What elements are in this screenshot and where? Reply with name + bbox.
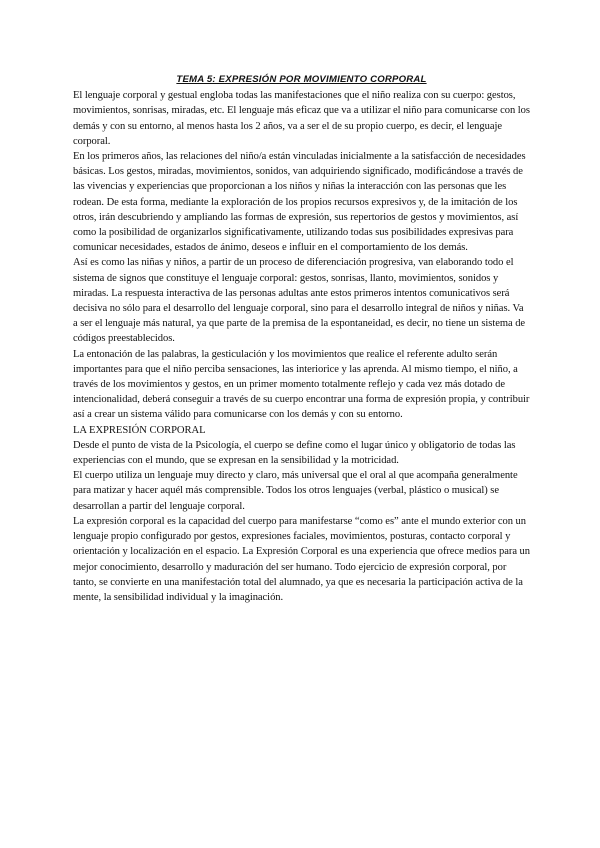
document-page: [73, 72, 530, 605]
paragraph-corporal-expression: La expresión corporal es la capacidad del cuerpo para manifestarse “como es” ante el mundo exterior con un lenguaje propio configurado por gestos, expresiones faciales, movimientos, posturas, contacto corporal y orientación y localización en el espacio. La Expresión Corporal es una experiencia que ofrece medios para un mejor conocimiento, desarrollo y maduración del ser humano. Todo ejercicio de expresión corporal, por tanto, se convierte en una manifestación total del alumnado, ya que es necesaria la participación activa de la mente, la sensibilidad individual y la imaginación.: [73, 515, 531, 603]
paragraph-early-years: En los primeros años, las relaciones del niño/a están vinculadas inicialmente a la satisfacción de necesidades básicas. Los gestos, miradas, movimientos, sonidos, van adquiriendo significado, modificándose a través de las vivencias y experiencias que proporcionan a los niños y niñas la interacción con las personas que les rodean. De esta forma, mediante la exploración de los propios recursos expresivos y, de la imitación de los otros, irán descubriendo y ampliando las formas de expresión, sus repertorios de gestos y movimientos, así como la posibilidad de organizarlos significativamente, utilizando todas sus posibilidades expresivas para comunicar necesidades, estados de ánimo, deseos e influir en el comportamiento de los demás.: [73, 151, 526, 254]
paragraph-body-universal: El cuerpo utiliza un lenguaje muy directo y claro, más universal que el oral al que acompaña generalmente para matizar y hacer aquél más comprensible. Todos los otros lenguajes (verbal, plástico o musical) se desarrollan a partir del lenguaje corporal.: [73, 470, 518, 512]
paragraph-intonation: La entonación de las palabras, la gesticulación y los movimientos que realice el referente adulto serán importantes para que el niño perciba sensaciones, las interiorice y las aprenda. Al mismo tiempo, el niño, a través de los movimientos y gestos, en un primer momento totalmente reflejo y cada vez más dotado de intencionalidad, deberá conseguir a través de su cuerpo encontrar una forma de expresión propia, y contribuir así a crear un sistema válido para comunicarse con los demás y con su entorno.: [73, 348, 530, 421]
paragraph-body-language: El lenguaje corporal y gestual engloba todas las manifestaciones que el niño realiza con su cuerpo: gestos, movimientos, sonrisas, miradas, etc. El lenguaje más eficaz que va a utilizar el niño para comunicarse con los demás y con su entorno, al menos hasta los 2 años, va a ser el de su propio cuerpo, es decir, el lenguaje corporal.: [73, 90, 530, 147]
section-heading: LA EXPRESIÓN CORPORAL: [73, 424, 206, 436]
paragraph-psychology: Desde el punto de vista de la Psicología, el cuerpo se define como el lugar único y obligatorio de todas las experiencias con el mundo, que se expresan en la sensibilidad y la motricidad.: [73, 439, 516, 467]
paragraph-sign-system: Así es como las niñas y niños, a partir de un proceso de diferenciación progresiva, van elaborando todo el sistema de signos que constituye el lenguaje corporal: gestos, sonrisas, llanto, movimientos, sonidos y miradas. La respuesta interactiva de las personas adultas ante estos primeros intentos comunicativos será decisiva no sólo para el desarrollo del lenguaje corporal, sino para el desarrollo integral de niños y niñas. Va a ser el lenguaje más natural, ya que parte de la premisa de la espontaneidad, es decir, no tiene un sistema de códigos preestablecidos.: [73, 257, 526, 345]
page-title: TEMA 5: EXPRESIÓN POR MOVIMIENTO CORPORAL: [176, 74, 427, 85]
